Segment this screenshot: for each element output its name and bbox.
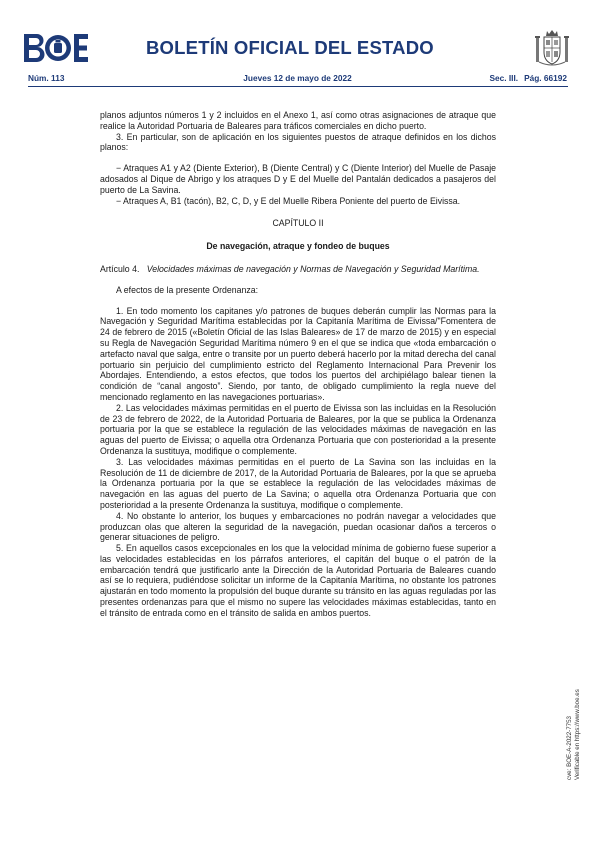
verification-link[interactable]: Verificable en https://www.boe.es: [574, 689, 581, 780]
page-header: [0, 0, 595, 86]
page-number: Pág. 66192: [524, 73, 567, 83]
paragraph: planos adjuntos números 1 y 2 incluidos en el Anexo 1, así como otras asignaciones de atraque que realice la Autoridad Portuaria de Baleares para tráficos comerciales en dicho puerto.: [100, 110, 496, 131]
numbered-item: 2. Las velocidades máximas permitidas en el puerto de Eivissa son las incluidas en la Resolución de 23 de febrero de 2022, de la Autoridad Portuaria de Baleares, por la que se publica la Ordenanza portuaria por la que se establece la regulación de las velocidades máximas de navegación en las aguas del puerto de Eivissa; o aquella otra Ordenanza Portuaria que con posterioridad a la presente Ordenanza la sustituya, modifique o complemente.: [100, 402, 496, 456]
paragraph: 3. En particular, son de aplicación en los siguientes puestos de atraque definidos en los dichos planos:: [100, 131, 496, 153]
header-divider: [28, 86, 568, 87]
chapter-title: De navegación, atraque y fondeo de buques: [206, 241, 390, 252]
chapter-number: CAPÍTULO II: [272, 218, 324, 229]
cve-code: cve: BOE-A-2022-7753: [566, 716, 573, 780]
page-title: BOLETÍN OFICIAL DEL ESTADO: [146, 37, 434, 58]
numbered-item: 3. Las velocidades máximas permitidas en el puerto de La Savina son las incluidas en la Resolución de 11 de diciembre de 2017, de la Autoridad Portuaria de Baleares, por la que se aprueba la Ordenanza portuaria por la que se establece la regulación de las velocidades máximas de navegación en las aguas del puerto de La Savina; o aquella otra Ordenanza Portuaria que con posterioridad a la presente Ordenanza la sustituya, modifique o complemente.: [100, 456, 496, 510]
verification-note: [566, 689, 582, 780]
numbered-item: 1. En todo momento los capitanes y/o patrones de buques deberán cumplir las Normas para la Navegación y Seguridad Marítima establecidas por la Capitanía Marítima de Eivissa/"Fomentera de 24 de febrero de 2015 («Boletín Oficial de las Islas Baleares» de 17 de marzo de 2015) y en especial su Regla de Navegación Seguridad Marítima número 9 en el que se indica que «toda embarcación o artefacto naval que salga, entre o transite por un puerto deberá hacerlo por la mitad derecha del canal portuario sin perjuicio del cumplimiento estricto del Reglamento Internacional Para Prevenir los Abordajes. Entendiendo, a estos efectos, que todos los puertos del archipiélago balear tienen la condición de “canal angosto”. Siendo, por tanto, de obligado cumplimiento la regla nueve del mencionado reglamento en las navegaciones portuarias».: [100, 305, 496, 402]
article-label: Artículo 4.: [100, 263, 140, 274]
numbered-item: 4. No obstante lo anterior, los buques y embarcaciones no podrán navegar a velocidades que produzcan olas que alteren la seguridad de la navegación, puedan ocasionar daños a terceros o generar situaciones de peligro.: [100, 510, 496, 543]
list-item: − Atraques A1 y A2 (Diente Exterior), B (Diente Central) y C (Diente Interior) del Muelle de Pasaje adosados al Dique de Abrigo y los atraques D y E del Muelle del Pantalán dedicados a pasajeros del puerto de La Savina.: [100, 163, 496, 195]
section-page: [484, 73, 568, 83]
boe-logo: [24, 34, 88, 62]
section-label: Sec. III.: [489, 73, 519, 83]
article-title: Velocidades máximas de navegación y Normas de Navegación y Seguridad Marítima.: [146, 263, 480, 274]
list-item: − Atraques A, B1 (tacón), B2, C, D, y E del Muelle Ribera Poniente del puerto de Eivissa.: [116, 195, 461, 206]
coat-of-arms-icon: [535, 28, 569, 68]
issue-date: Jueves 12 de mayo de 2022: [243, 73, 352, 83]
issue-number: Núm. 113: [28, 73, 65, 83]
paragraph: A efectos de la presente Ordenanza:: [116, 284, 259, 295]
document-body: [100, 110, 496, 619]
numbered-item: 5. En aquellos casos excepcionales en los que la velocidad mínima de gobierno fuese superior a las velocidades establecidas en los párrafos anteriores, el capitán del buque o el patrón de la embarcación tendrá que justificarlo ante la Dirección de la Autoridad Portuaria de Baleares cuando así se lo requiera, pudiéndose solicitar un informe de la Capitanía Marítima, no obstante los patrones ajustarán en todo momento la propulsión del buque durante su tránsito en las aguas reguladas por las presentes ordenanzas para que el mismo no supere las velocidades máximas establecidas, tanto en el tránsito de entrada como en el tránsito de salida en ambos puertos.: [100, 543, 496, 618]
article-heading: [100, 264, 496, 275]
